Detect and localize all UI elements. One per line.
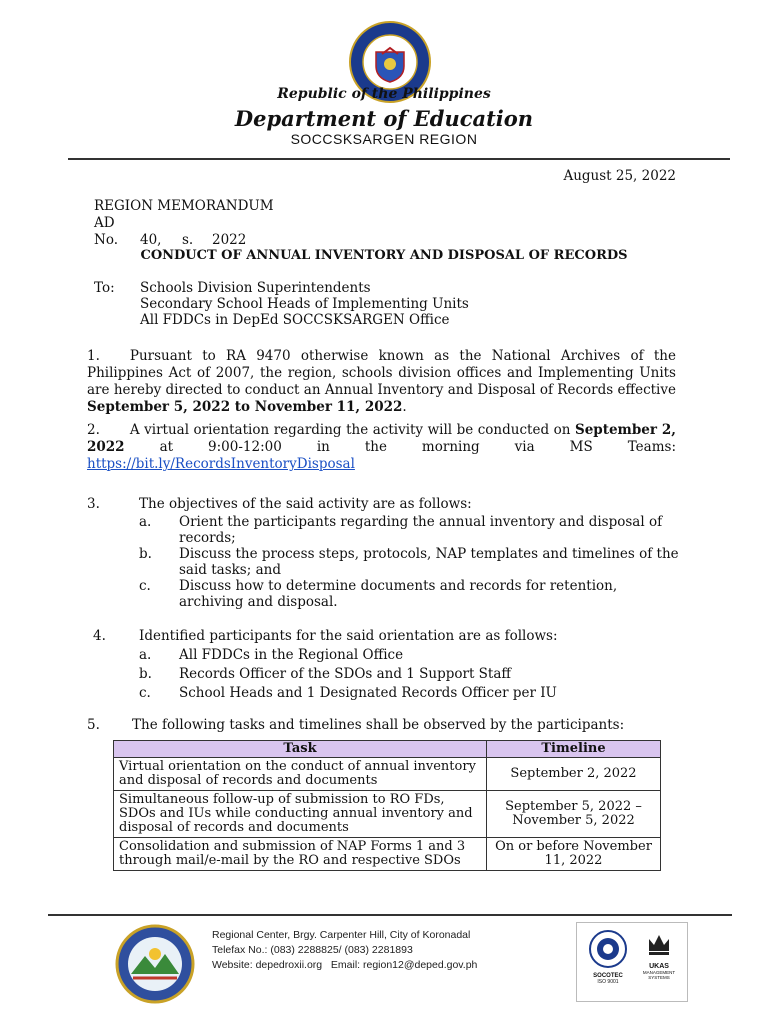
republic-line: Republic of the Philippines: [277, 86, 491, 102]
paragraph-text: A virtual orientation regarding the activity will be conducted on: [129, 422, 575, 438]
item-letter: b.: [139, 666, 152, 682]
item-text: Discuss how to determine documents and records for retention, archiving and disposal.: [179, 578, 618, 610]
item-text: Orient the participants regarding the annual inventory and disposal of records;: [179, 514, 663, 546]
socotec-badge: [585, 929, 631, 985]
table-row: [114, 838, 661, 871]
task-cell: Simultaneous follow-up of submission to RO FDs, SDOs and IUs while conducting annual inventory and disposal of records and documents: [114, 791, 487, 838]
orientation-link[interactable]: https://bit.ly/RecordsInventoryDisposal: [87, 456, 355, 472]
list-item: [139, 546, 679, 578]
ukas-sub-label: MANAGEMENT SYSTEMS: [642, 970, 676, 980]
paragraph-end: .: [402, 399, 407, 415]
paragraph-number: 2.: [87, 422, 100, 438]
footer-address: Regional Center, Brgy. Carpenter Hill, City of Koronadal: [212, 929, 471, 941]
item-text: School Heads and 1 Designated Records Officer per IU: [179, 685, 557, 701]
paragraph-text: Pursuant to RA 9470 otherwise known as the National Archives of the Philippines Act of 2007, the region, schools division offices and Implementing Units are hereby directed to conduct an Annual Inventory and Disposal of Records effective: [87, 348, 676, 398]
item-text: Records Officer of the SDOs and 1 Support Staff: [179, 666, 511, 682]
recipient: Schools Division Superintendents: [140, 280, 371, 296]
paragraph-number: 1.: [87, 348, 100, 364]
column-header-task: Task: [114, 741, 487, 758]
item-letter: a.: [139, 647, 152, 663]
footer-email: Email: region12@deped.gov.ph: [330, 959, 478, 971]
certification-badges: [576, 922, 688, 1002]
memo-type: REGION MEMORANDUM: [94, 198, 274, 214]
item-letter: c.: [139, 578, 151, 594]
recipient-list: [140, 280, 469, 328]
footer-web-email: [212, 958, 477, 973]
footer-divider: [48, 914, 732, 916]
footer-telefax: Telefax No.: (083) 2288825/ (083) 2281893: [212, 944, 413, 956]
timeline-cell: September 5, 2022 – November 5, 2022: [487, 791, 661, 838]
participants-list: [139, 646, 679, 703]
item-text: Discuss the process steps, protocols, NAP templates and timelines of the said tasks; and: [179, 546, 679, 578]
footer-contact: [212, 928, 477, 973]
paragraph-number: 4.: [93, 628, 106, 644]
memo-number: [94, 215, 274, 249]
orientation-date: September 2, 2022: [87, 422, 676, 455]
table-row: [114, 791, 661, 838]
memo-no-value: 40,: [140, 232, 162, 248]
region-name: SOCCSKSARGEN REGION: [290, 131, 478, 147]
memo-series-value: 2022: [212, 232, 247, 248]
list-item: [139, 646, 679, 665]
list-item: [139, 684, 679, 703]
paragraph-1: [87, 348, 676, 416]
ukas-crown-icon: [644, 929, 674, 959]
task-cell: Virtual orientation on the conduct of annual inventory and disposal of records and documents: [114, 758, 487, 791]
footer-website: Website: depedroxii.org: [212, 959, 323, 971]
memo-series-label: s.: [182, 232, 194, 248]
paragraph-text: at 9:00-12:00 in the morning via MS Teams:: [124, 439, 676, 455]
item-text: All FDDCs in the Regional Office: [179, 647, 404, 663]
list-item: [139, 514, 679, 546]
timeline-cell: On or before November 11, 2022: [487, 838, 661, 871]
ukas-label: UKAS: [649, 963, 669, 970]
memo-no-label: AD No.: [94, 215, 118, 248]
item-letter: a.: [139, 514, 152, 530]
paragraph-number: 3.: [87, 496, 100, 512]
task-cell: Consolidation and submission of NAP Forms 1 and 3 through mail/e-mail by the RO and respective SDOs: [114, 838, 487, 871]
table-row: [114, 758, 661, 791]
paragraph-2: [87, 422, 676, 473]
paragraph-3-intro: The objectives of the said activity are as follows:: [139, 496, 472, 512]
item-letter: b.: [139, 546, 152, 562]
effective-dates: September 5, 2022 to November 11, 2022: [87, 399, 403, 415]
memo-header: [94, 198, 274, 249]
tasks-table: [113, 740, 661, 871]
paragraph-4-intro: Identified participants for the said orientation are as follows:: [139, 628, 558, 644]
ukas-badge: [637, 929, 681, 980]
list-item: [139, 665, 679, 684]
item-letter: c.: [139, 685, 151, 701]
socotec-label: SOCOTEC: [593, 973, 623, 979]
paragraph-5-intro: The following tasks and timelines shall be observed by the participants:: [132, 717, 625, 733]
socotec-logo-icon: [588, 929, 628, 969]
recipient: All FDDCs in DepEd SOCCSKSARGEN Office: [140, 312, 450, 328]
list-item: [139, 578, 679, 610]
recipient: Secondary School Heads of Implementing Units: [140, 296, 469, 312]
column-header-timeline: Timeline: [487, 741, 661, 758]
header-divider: [68, 158, 730, 160]
memo-subject: CONDUCT OF ANNUAL INVENTORY AND DISPOSAL OF RECORDS: [140, 248, 628, 263]
memo-date: August 25, 2022: [563, 168, 676, 184]
iso-label: ISO 9001: [597, 979, 619, 985]
department-name: Department of Education: [234, 106, 534, 131]
timeline-cell: September 2, 2022: [487, 758, 661, 791]
paragraph-number: 5.: [87, 717, 100, 733]
objectives-list: [139, 514, 679, 610]
table-header-row: [114, 741, 661, 758]
to-label: To:: [94, 280, 115, 296]
regional-seal: [115, 924, 195, 1004]
